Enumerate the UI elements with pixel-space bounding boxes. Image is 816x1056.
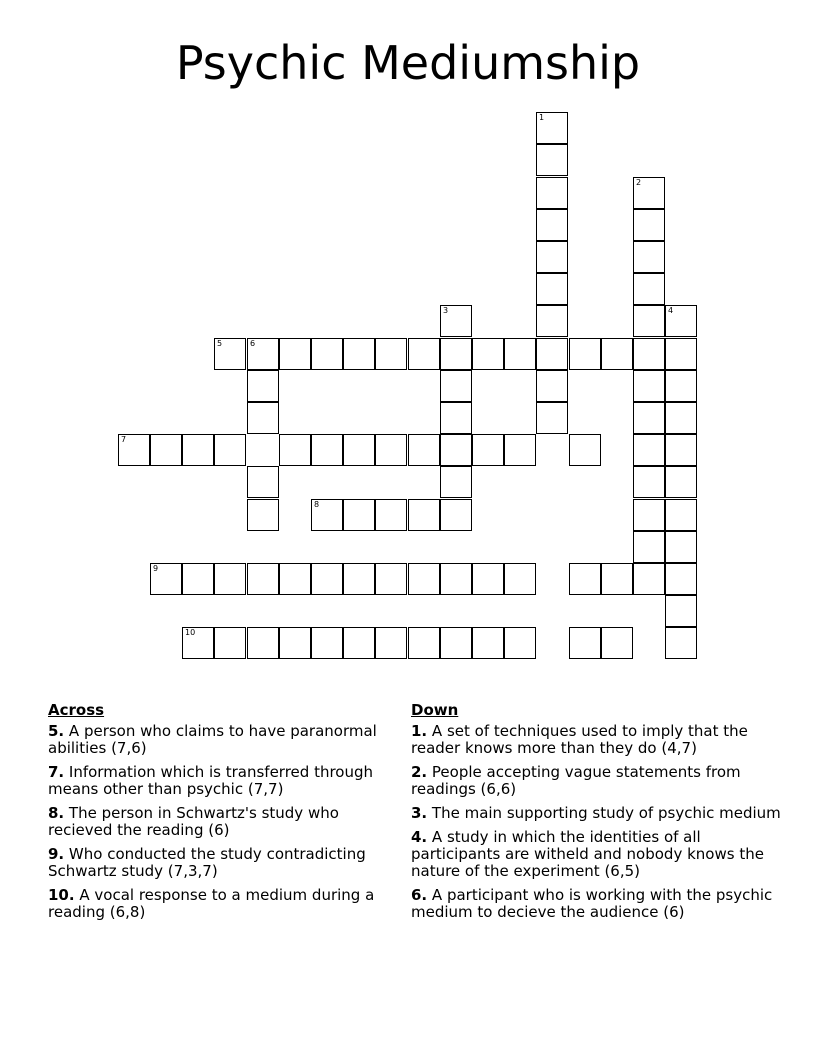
grid-cell[interactable] [633,466,665,498]
grid-cell[interactable] [633,177,665,209]
down-clues [411,702,781,928]
grid-cell[interactable] [247,466,279,498]
cell-number: 1 [539,113,545,122]
grid-cell[interactable] [311,499,343,531]
grid-cell[interactable] [343,499,375,531]
grid-cell[interactable] [214,627,246,659]
clue-number: 4. [411,828,428,846]
grid-cell[interactable] [408,627,440,659]
grid-cell[interactable] [536,273,568,305]
down-clue-2 [411,764,781,798]
down-clue-3 [411,805,781,822]
grid-cell[interactable] [472,434,504,466]
across-heading: Across [48,701,105,719]
grid-cell[interactable] [601,338,633,370]
clue-text: Who conducted the study contradicting Schwartz study (7,3,7) [48,845,366,880]
grid-cell[interactable] [569,338,601,370]
grid-cell[interactable] [536,112,568,144]
grid-cell[interactable] [375,627,407,659]
grid-cell[interactable] [408,499,440,531]
grid-cell[interactable] [536,338,568,370]
clue-text: The main supporting study of psychic medium [431,804,781,822]
grid-cell[interactable] [311,563,343,595]
clue-number: 10. [48,886,75,904]
clue-number: 6. [411,886,428,904]
grid-cell[interactable] [633,402,665,434]
grid-cell[interactable] [472,338,504,370]
grid-cell[interactable] [150,563,182,595]
grid-cell[interactable] [665,402,697,434]
clue-number: 9. [48,845,65,863]
grid-cell[interactable] [279,434,311,466]
grid-cell[interactable] [440,434,472,466]
grid-cell[interactable] [118,434,150,466]
clue-number: 8. [48,804,65,822]
grid-cell[interactable] [569,563,601,595]
grid-cell[interactable] [279,338,311,370]
grid-cell[interactable] [633,273,665,305]
clue-text: A set of techniques used to imply that the reader knows more than they do (4,7) [411,722,748,757]
across-clue-7 [48,764,398,798]
grid-cell[interactable] [214,563,246,595]
clue-number: 3. [411,804,428,822]
grid-cell[interactable] [440,466,472,498]
down-clue-1 [411,723,781,757]
grid-cell[interactable] [472,563,504,595]
grid-cell[interactable] [601,627,633,659]
grid-cell[interactable] [182,563,214,595]
grid-cell[interactable] [440,338,472,370]
grid-cell[interactable] [665,338,697,370]
grid-cell[interactable] [633,563,665,595]
grid-cell[interactable] [247,402,279,434]
grid-cell[interactable] [633,370,665,402]
grid-cell[interactable] [665,305,697,337]
grid-cell[interactable] [569,434,601,466]
grid-cell[interactable] [633,241,665,273]
grid-cell[interactable] [408,338,440,370]
cell-number: 2 [636,178,642,187]
across-clue-9 [48,846,398,880]
grid-cell[interactable] [311,627,343,659]
grid-cell[interactable] [665,434,697,466]
grid-cell[interactable] [279,627,311,659]
clue-text: A study in which the identities of all participants are witheld and nobody knows the nature of the experiment (6,5) [411,828,764,880]
grid-cell[interactable] [569,627,601,659]
cell-number: 3 [443,306,449,315]
grid-cell[interactable] [504,563,536,595]
down-clue-4 [411,829,781,880]
grid-cell[interactable] [633,209,665,241]
across-clue-10 [48,887,398,921]
grid-cell[interactable] [536,209,568,241]
grid-cell[interactable] [633,531,665,563]
cell-number: 4 [668,306,674,315]
grid-cell[interactable] [247,338,279,370]
cell-number: 6 [250,339,256,348]
grid-cell[interactable] [665,370,697,402]
grid-cell[interactable] [633,499,665,531]
cell-number: 8 [314,500,320,509]
grid-cell[interactable] [440,627,472,659]
cell-number: 10 [185,628,196,637]
grid-cell[interactable] [343,434,375,466]
grid-cell[interactable] [440,563,472,595]
grid-cell[interactable] [504,338,536,370]
grid-cell[interactable] [247,499,279,531]
grid-cell[interactable] [665,499,697,531]
grid-cell[interactable] [343,627,375,659]
grid-cell[interactable] [375,434,407,466]
cell-number: 9 [153,564,159,573]
grid-cell[interactable] [536,144,568,176]
across-clue-5 [48,723,398,757]
grid-cell[interactable] [182,627,214,659]
grid-cell[interactable] [665,563,697,595]
grid-cell[interactable] [408,434,440,466]
grid-cell[interactable] [633,434,665,466]
grid-cell[interactable] [214,338,246,370]
grid-cell[interactable] [440,370,472,402]
grid-cell[interactable] [536,305,568,337]
grid-cell[interactable] [633,338,665,370]
grid-cell[interactable] [665,466,697,498]
grid-cell[interactable] [150,434,182,466]
grid-cell[interactable] [311,434,343,466]
clue-text: A participant who is working with the psychic medium to decieve the audience (6) [411,886,773,921]
grid-cell[interactable] [375,563,407,595]
grid-cell[interactable] [472,627,504,659]
grid-cell[interactable] [665,627,697,659]
grid-cell[interactable] [633,305,665,337]
puzzle-title: Psychic Mediumship [175,36,641,90]
clue-number: 7. [48,763,65,781]
cell-number: 7 [121,435,127,444]
grid-cell[interactable] [504,627,536,659]
grid-cell[interactable] [440,305,472,337]
grid-cell[interactable] [665,531,697,563]
grid-cell[interactable] [343,338,375,370]
grid-cell[interactable] [247,370,279,402]
grid-cell[interactable] [375,338,407,370]
across-clues [48,702,398,928]
grid-cell[interactable] [247,563,279,595]
down-heading: Down [411,701,459,719]
clue-number: 1. [411,722,428,740]
grid-cell[interactable] [440,499,472,531]
grid-cell[interactable] [536,370,568,402]
down-clue-6 [411,887,781,921]
grid-cell[interactable] [536,402,568,434]
grid-cell[interactable] [601,563,633,595]
grid-cell[interactable] [182,434,214,466]
grid-cell[interactable] [408,563,440,595]
grid-cell[interactable] [279,563,311,595]
clue-text: A vocal response to a medium during a reading (6,8) [48,886,375,921]
clue-number: 5. [48,722,65,740]
grid-cell[interactable] [375,499,407,531]
cell-number: 5 [217,339,223,348]
grid-cell[interactable] [311,338,343,370]
grid-cell[interactable] [247,627,279,659]
clue-text: The person in Schwartz's study who recieved the reading (6) [48,804,339,839]
grid-cell[interactable] [504,434,536,466]
clue-number: 2. [411,763,428,781]
grid-cell[interactable] [343,563,375,595]
grid-cell[interactable] [440,402,472,434]
grid-cell[interactable] [536,241,568,273]
grid-cell[interactable] [214,434,246,466]
grid-cell[interactable] [536,177,568,209]
across-clue-8 [48,805,398,839]
clue-text: A person who claims to have paranormal abilities (7,6) [48,722,377,757]
grid-cell[interactable] [665,595,697,627]
clue-text: Information which is transferred through means other than psychic (7,7) [48,763,374,798]
clue-text: People accepting vague statements from readings (6,6) [411,763,741,798]
